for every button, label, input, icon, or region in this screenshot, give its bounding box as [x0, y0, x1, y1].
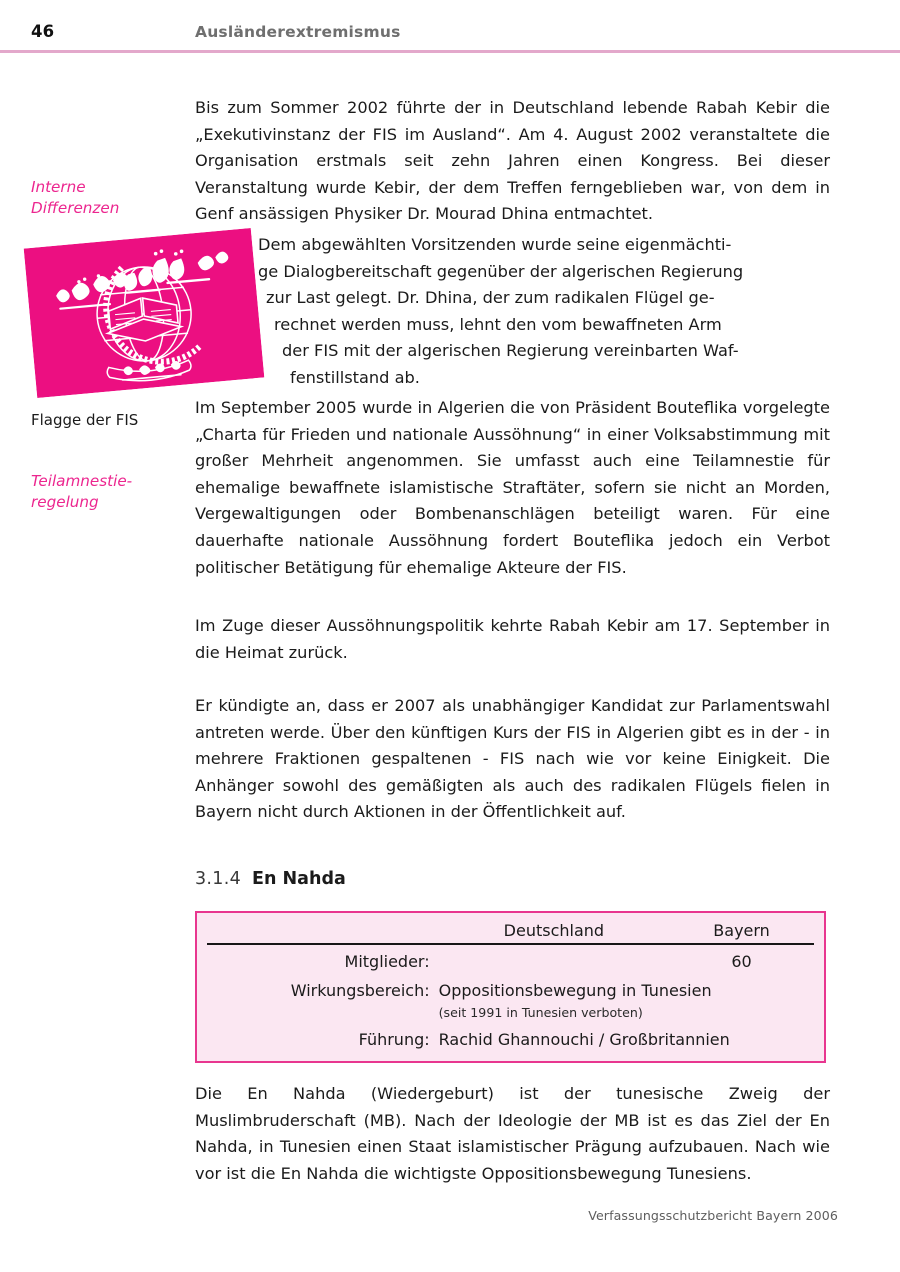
- paragraph-5: Er kündigte an, dass er 2007 als unabhängiger Kandidat zur Parlamentswahl antreten werde. Über den künftigen Kurs der FIS in Algerien gibt es in der - in mehrere Fraktionen gespaltenen - FIS nach wie vor keine Einigkeit. Die Anhänger sowohl des gemäßigten als auch des radikalen Flügels fielen in Bayern nicht durch Aktionen in der Öffentlichkeit auf.: [195, 696, 830, 822]
- wrap-line-4: rechnet werden muss, lehnt den vom bewaffneten Arm: [274, 314, 722, 334]
- page-footer: Verfassungsschutzbericht Bayern 2006: [588, 1208, 838, 1223]
- page-header: [0, 0, 900, 52]
- wrap-line-3: zur Last gelegt. Dr. Dhina, der zum radikalen Flügel ge-: [266, 288, 715, 308]
- paragraph-4: Im Zuge dieser Aussöhnungspolitik kehrte Rabah Kebir am 17. September in die Heimat zurück.: [195, 616, 830, 662]
- row-value-mitglieder-bayern: 60: [731, 952, 752, 971]
- row-label-fuehrung: Führung:: [358, 1030, 430, 1049]
- paragraph-1: Bis zum Sommer 2002 führte der in Deutschland lebende Rabah Kebir die „Exekutivinstanz der FIS im Ausland“. Am 4. August 2002 veranstaltete die Organisation erstmals seit zehn Jahren einen Kongress. Bei dieser Veranstaltung wurde Kebir, der dem Treffen ferngeblieben war, von dem in Genf ansässigen Physiker Dr. Mourad Dhina entmachtet.: [195, 98, 830, 224]
- margin-note-line-2: regelung: [31, 493, 99, 511]
- margin-note-line-2: Differenzen: [31, 199, 120, 217]
- running-head-title: Ausländerextremismus: [195, 23, 401, 41]
- section-title: En Nahda: [252, 869, 346, 889]
- margin-note-line-1: Teilamnestie-: [31, 472, 133, 490]
- figure-caption: Flagge der FIS: [31, 411, 139, 429]
- table-header-row: [207, 921, 814, 943]
- row-subnote-wirkungsbereich: (seit 1991 in Tunesien verboten): [438, 1005, 643, 1020]
- section-heading: [195, 869, 346, 889]
- margin-note-interne-differenzen: [31, 177, 191, 219]
- table-header-blank: [207, 921, 439, 943]
- wrap-line-5: der FIS mit der algerischen Regierung vereinbarten Waf-: [282, 341, 739, 361]
- row-value-mitglieder-deutschland: [439, 944, 669, 974]
- margin-note-teilamnestieregelung: [31, 471, 191, 513]
- paragraph-2-wrapped: [195, 232, 830, 392]
- wrap-line-1: Dem abgewählten Vorsitzenden wurde seine eigenmächti-: [258, 235, 732, 254]
- row-label-wirkungsbereich: Wirkungsbereich:: [290, 981, 430, 1000]
- row-value-fuehrung: Rachid Ghannouchi / Großbritannien: [438, 1030, 730, 1049]
- wrap-line-6: fenstillstand ab.: [290, 367, 420, 387]
- subnote-label-blank: [207, 1003, 439, 1023]
- section-number: 3.1.4: [195, 869, 242, 889]
- table-row: [207, 974, 814, 1003]
- header-divider-rule: [0, 50, 900, 53]
- wrap-line-2: ge Dialogbereitschaft gegenüber der algerischen Regierung: [258, 261, 744, 281]
- paragraph-6: Die En Nahda (Wiedergeburt) ist der tunesische Zweig der Muslimbruderschaft (MB). Nach der Ideologie der MB ist es das Ziel der En Nahda, in Tunesien einen Staat islamistischer Prägung aufzubauen. Nach wie vor ist die En Nahda die wichtigste Oppositionsbewegung Tunesiens.: [195, 1084, 830, 1183]
- paragraph-3: Im September 2005 wurde in Algerien die von Präsident Bouteflika vorgelegte „Charta für Frieden und nationale Aussöhnung“ in einer Volksabstimmung mit großer Mehrheit angenommen. Sie umfasst auch eine Teilamnestie für ehemalige bewaffnete islamistische Straftäter, sofern sie nicht an Morden, Vergewaltigungen oder Bombenanschlägen beteiligt waren. Für eine dauerhafte nationale Aussöhnung fordert Bouteflika jedoch ein Verbot politischer Betätigung für ehemalige Akteure der FIS.: [195, 398, 830, 577]
- table-row: [207, 1023, 814, 1052]
- table-row: [207, 944, 814, 974]
- row-label-mitglieder: Mitglieder:: [344, 952, 430, 971]
- table-header-bayern: Bayern: [713, 921, 770, 940]
- row-value-wirkungsbereich: Oppositionsbewegung in Tunesien: [438, 981, 712, 1000]
- organisation-info-table: [195, 911, 826, 1063]
- table-row-subnote: [207, 1003, 814, 1023]
- info-table-grid: [207, 921, 814, 1052]
- page-number: 46: [31, 22, 55, 41]
- table-header-deutschland: Deutschland: [503, 921, 605, 940]
- margin-note-line-1: Interne: [31, 178, 86, 196]
